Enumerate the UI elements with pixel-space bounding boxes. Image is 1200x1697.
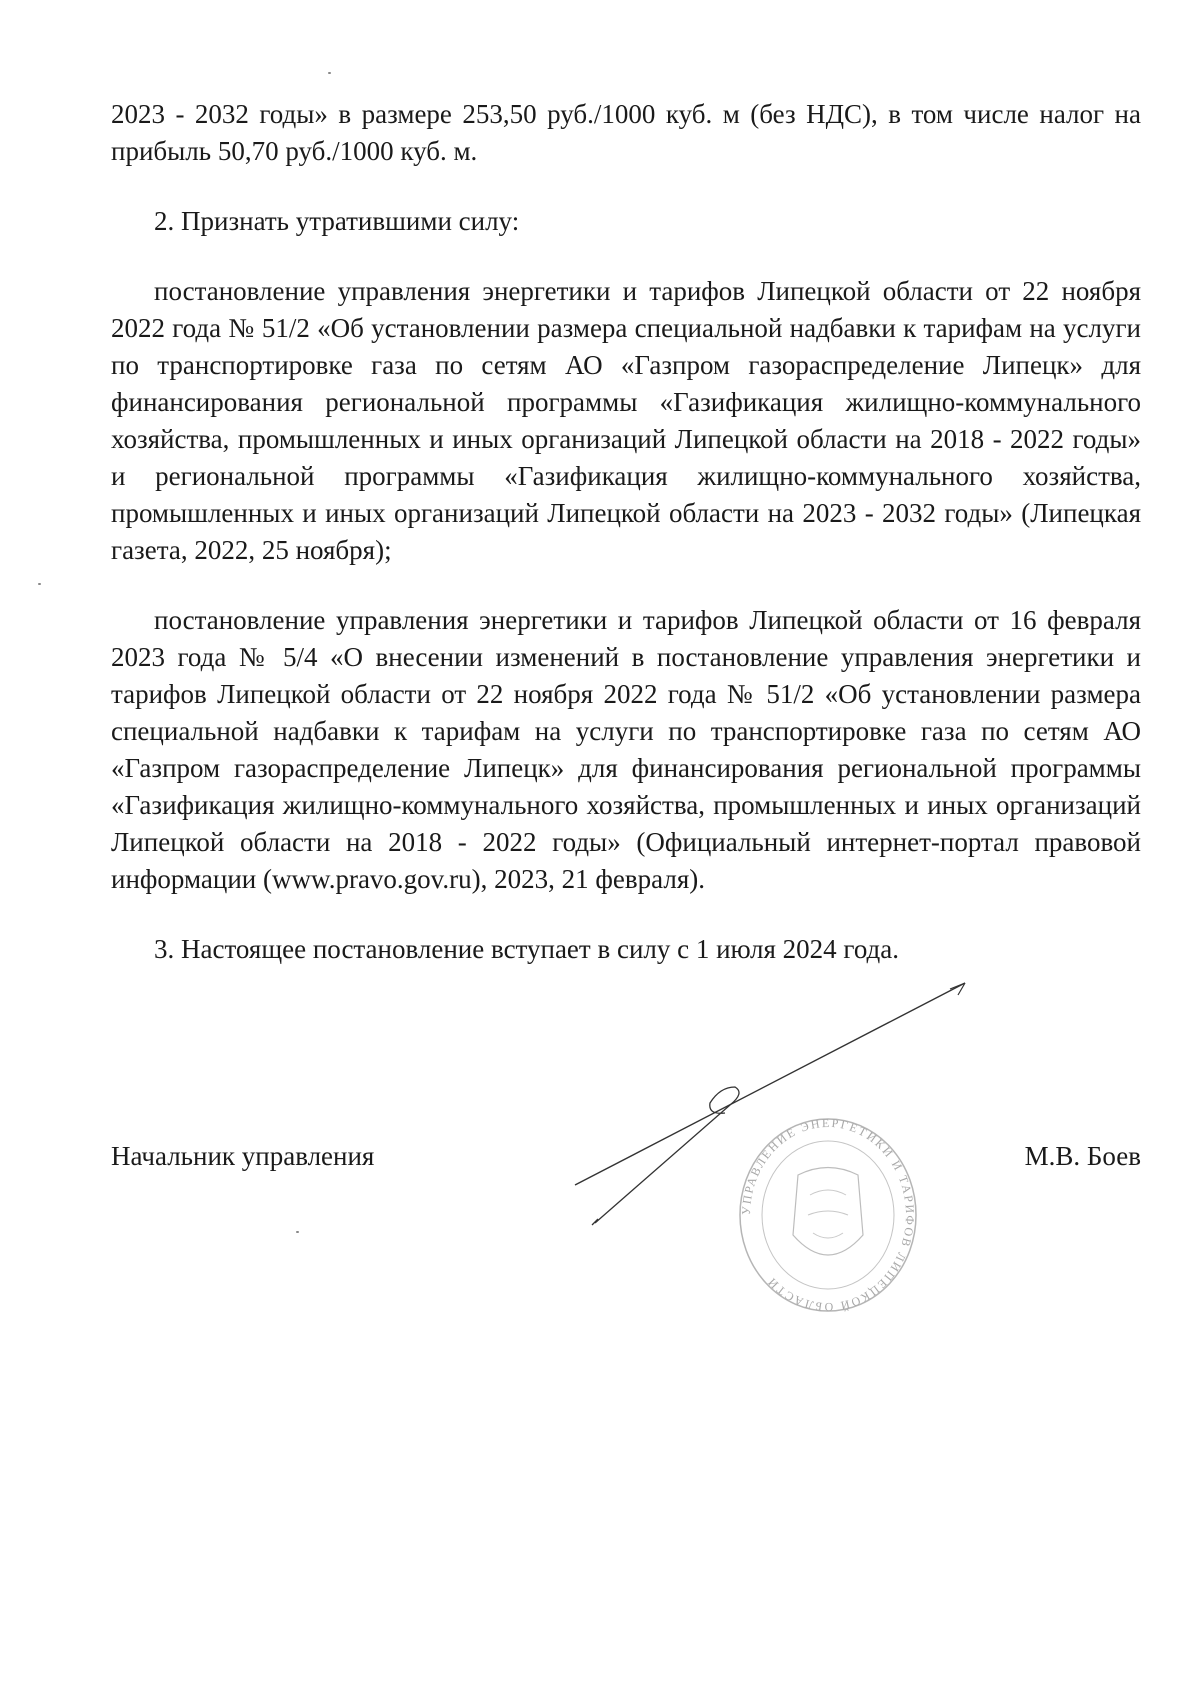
- official-seal: [738, 1115, 918, 1315]
- paragraph-item-3: 3. Настоящее постановление вступает в силу с 1 июля 2024 года.: [154, 934, 900, 964]
- paragraph-repealed-act-1: постановление управления энергетики и тарифов Липецкой области от 22 ноября 2022 года № 51/2 «Об установлении размера специальной надбавки к тарифам на услуги по транспортировке газа по сетям АО «Газпром газораспределение Липецк» для финансирования региональной программы «Газификация жилищно-коммунального хозяйства, промышленных и иных организаций Липецкой области на 2018 - 2022 годы» и региональной программы «Газификация жилищно-коммунального хозяйства, промышленных и иных организаций Липецкой области на 2023 - 2032 годы» (Липецкая газета, 2022, 25 ноября);: [111, 276, 1141, 565]
- paragraph-continuation: 2023 - 2032 годы» в размере 253,50 руб./1000 куб. м (без НДС), в том числе налог на прибыль 50,70 руб./1000 куб. м.: [111, 99, 1141, 166]
- scan-speck: [328, 72, 331, 74]
- signatory-position: Начальник управления: [111, 1141, 375, 1171]
- paragraph-item-2: 2. Признать утратившими силу:: [154, 206, 520, 236]
- scan-speck: [38, 583, 41, 585]
- seal-lettering: УПРАВЛЕНИЕ ЭНЕРГЕТИКИ И ТАРИФОВ ЛИПЕЦКОЙ ОБЛАСТИ: [738, 1115, 918, 1315]
- document-body: [111, 96, 1141, 968]
- signatory-name: М.В. Боев: [1024, 1141, 1141, 1171]
- scan-speck: [296, 1231, 299, 1233]
- paragraph-repealed-act-2: постановление управления энергетики и тарифов Липецкой области от 16 февраля 2023 года № 5/4 «О внесении изменений в постановление управления энергетики и тарифов Липецкой области от 22 ноября 2022 года № 51/2 «Об установлении размера специальной надбавки к тарифам на услуги по транспортировке газа по сетям АО «Газпром газораспределение Липецк» для финансирования региональной программы «Газификация жилищно-коммунального хозяйства, промышленных и иных организаций Липецкой области на 2018 - 2022 годы» (Официальный интернет-портал правовой информации (www.pravo.gov.ru), 2023, 21 февраля).: [111, 605, 1141, 894]
